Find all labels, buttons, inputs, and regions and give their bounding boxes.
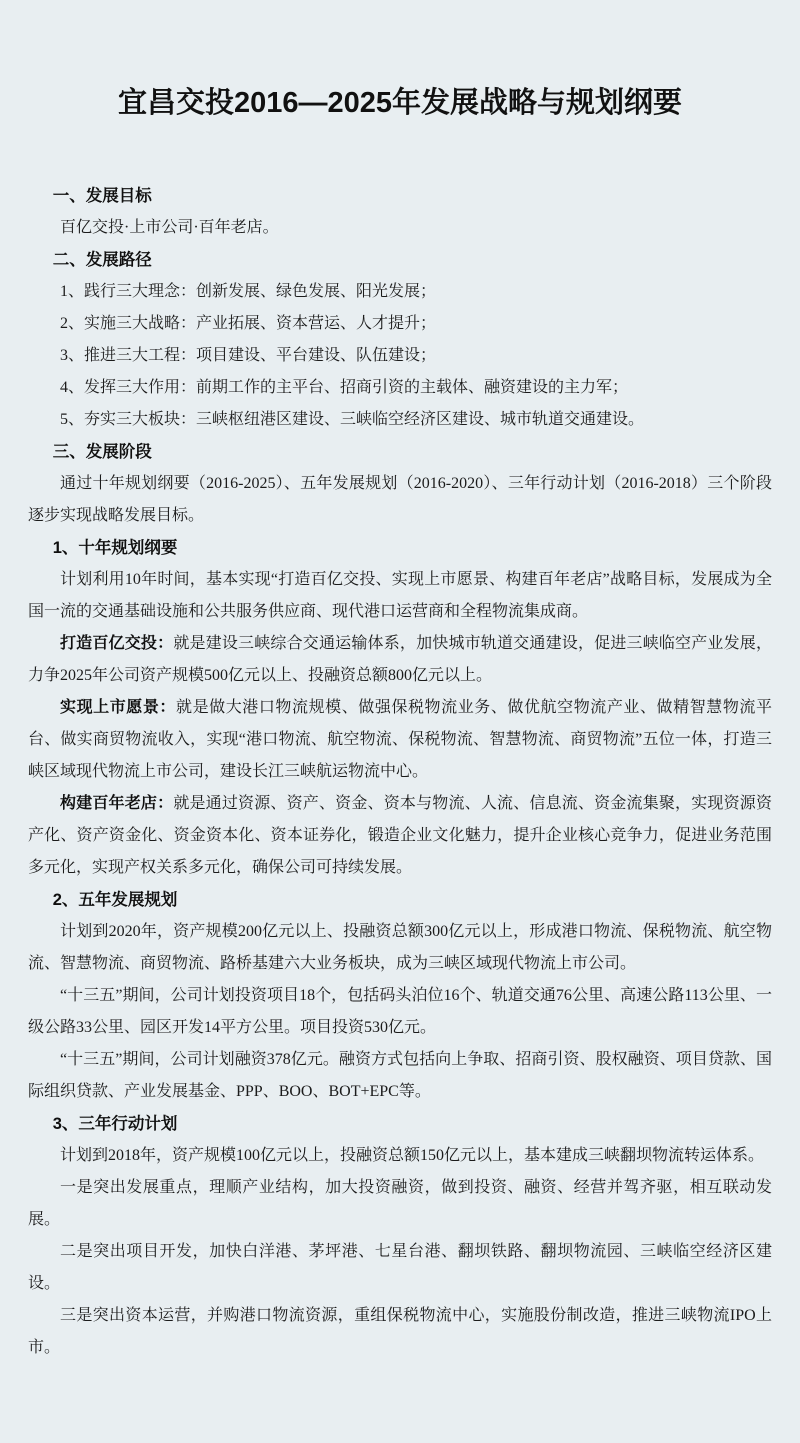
paragraph-text-ipo-vision: 就是做大港口物流规模、做强保税物流业务、做优航空物流产业、做精智慧物流平台、做实商贸物流收入，实现“港口物流、航空物流、保税物流、智慧物流、商贸物流”五位一体，打造三峡区域现代物流上市公司，建设长江三峡航运物流中心。 [28,699,772,780]
paragraph-lead-ipo-vision: 实现上市愿景： [60,699,176,716]
paragraph-lead-century-store: 构建百年老店： [60,795,174,812]
document-title: 宜昌交投2016—2025年发展战略与规划纲要 [117,87,683,119]
subheading-ten-year-plan: 1、十年规划纲要 [52,539,178,557]
paragraph-lead-build-100billion: 打造百亿交投： [60,635,174,652]
section-heading-1: 一、发展目标 [52,187,152,205]
section-heading-3: 三、发展阶段 [52,443,152,461]
path-item-1: 1、践行三大理念：创新发展、绿色发展、阳光发展； [60,283,437,300]
path-item-5: 5、夯实三大板块：三峡枢纽港区建设、三峡临空经济区建设、城市轨道交通建设。 [60,411,645,428]
paragraph-ipo-vision [28,692,772,788]
path-item-3: 3、推进三大工程：项目建设、平台建设、队伍建设； [60,347,437,364]
paragraph-13th-fiveyear-investment: “十三五”期间，公司计划投资项目18个，包括码头泊位16个、轨道交通76公里、高速公路113公里、一级公路33公里、园区开发14平方公里。项目投资530亿元。 [28,987,772,1036]
path-item-4: 4、发挥三大作用：前期工作的主平台、招商引资的主载体、融资建设的主力军； [60,379,629,396]
path-item-2: 2、实施三大战略：产业拓展、资本营运、人才提升； [60,315,437,332]
paragraph-century-store [28,788,772,884]
paragraph-action-point-3: 三是突出资本运营，并购港口物流资源，重组保税物流中心，实施股份制改造，推进三峡物流IPO上市。 [28,1307,772,1356]
paragraph-goal: 百亿交投·上市公司·百年老店。 [60,219,279,236]
paragraph-2020-targets: 计划到2020年，资产规模200亿元以上、投融资总额300亿元以上，形成港口物流、保税物流、航空物流、智慧物流、商贸物流、路桥基建六大业务板块，成为三峡区域现代物流上市公司。 [28,923,772,972]
section-heading-2: 二、发展路径 [52,251,152,269]
paragraph-text-build-100billion: 就是建设三峡综合交通运输体系，加快城市轨道交通建设，促进三峡临空产业发展，力争2025年公司资产规模500亿元以上、投融资总额800亿元以上。 [28,635,772,684]
paragraph-2018-targets: 计划到2018年，资产规模100亿元以上，投融资总额150亿元以上，基本建成三峡翻坝物流转运体系。 [60,1147,765,1164]
paragraph-ten-year-overview: 计划利用10年时间，基本实现“打造百亿交投、实现上市愿景、构建百年老店”战略目标，发展成为全国一流的交通基础设施和公共服务供应商、现代港口运营商和全程物流集成商。 [28,571,772,620]
subheading-three-year-plan: 3、三年行动计划 [52,1115,178,1133]
paragraph-build-100billion [28,628,772,692]
paragraph-action-point-2: 二是突出项目开发，加快白洋港、茅坪港、七星台港、翻坝铁路、翻坝物流园、三峡临空经济区建设。 [28,1243,772,1292]
paragraph-13th-fiveyear-financing: “十三五”期间，公司计划融资378亿元。融资方式包括向上争取、招商引资、股权融资、项目贷款、国际组织贷款、产业发展基金、PPP、BOO、BOT+EPC等。 [28,1051,772,1100]
paragraph-action-point-1: 一是突出发展重点，理顺产业结构，加大投资融资，做到投资、融资、经营并驾齐驱，相互联动发展。 [28,1179,772,1228]
subheading-five-year-plan: 2、五年发展规划 [52,891,178,909]
paragraph-stages-intro: 通过十年规划纲要（2016-2025）、五年发展规划（2016-2020）、三年行动计划（2016-2018）三个阶段逐步实现战略发展目标。 [28,475,772,524]
paragraph-text-century-store: 就是通过资源、资产、资金、资本与物流、人流、信息流、资金流集聚，实现资源资产化、资产资金化、资金资本化、资本证券化，锻造企业文化魅力，提升企业核心竞争力，促进业务范围多元化，实现产权关系多元化，确保公司可持续发展。 [28,795,772,876]
